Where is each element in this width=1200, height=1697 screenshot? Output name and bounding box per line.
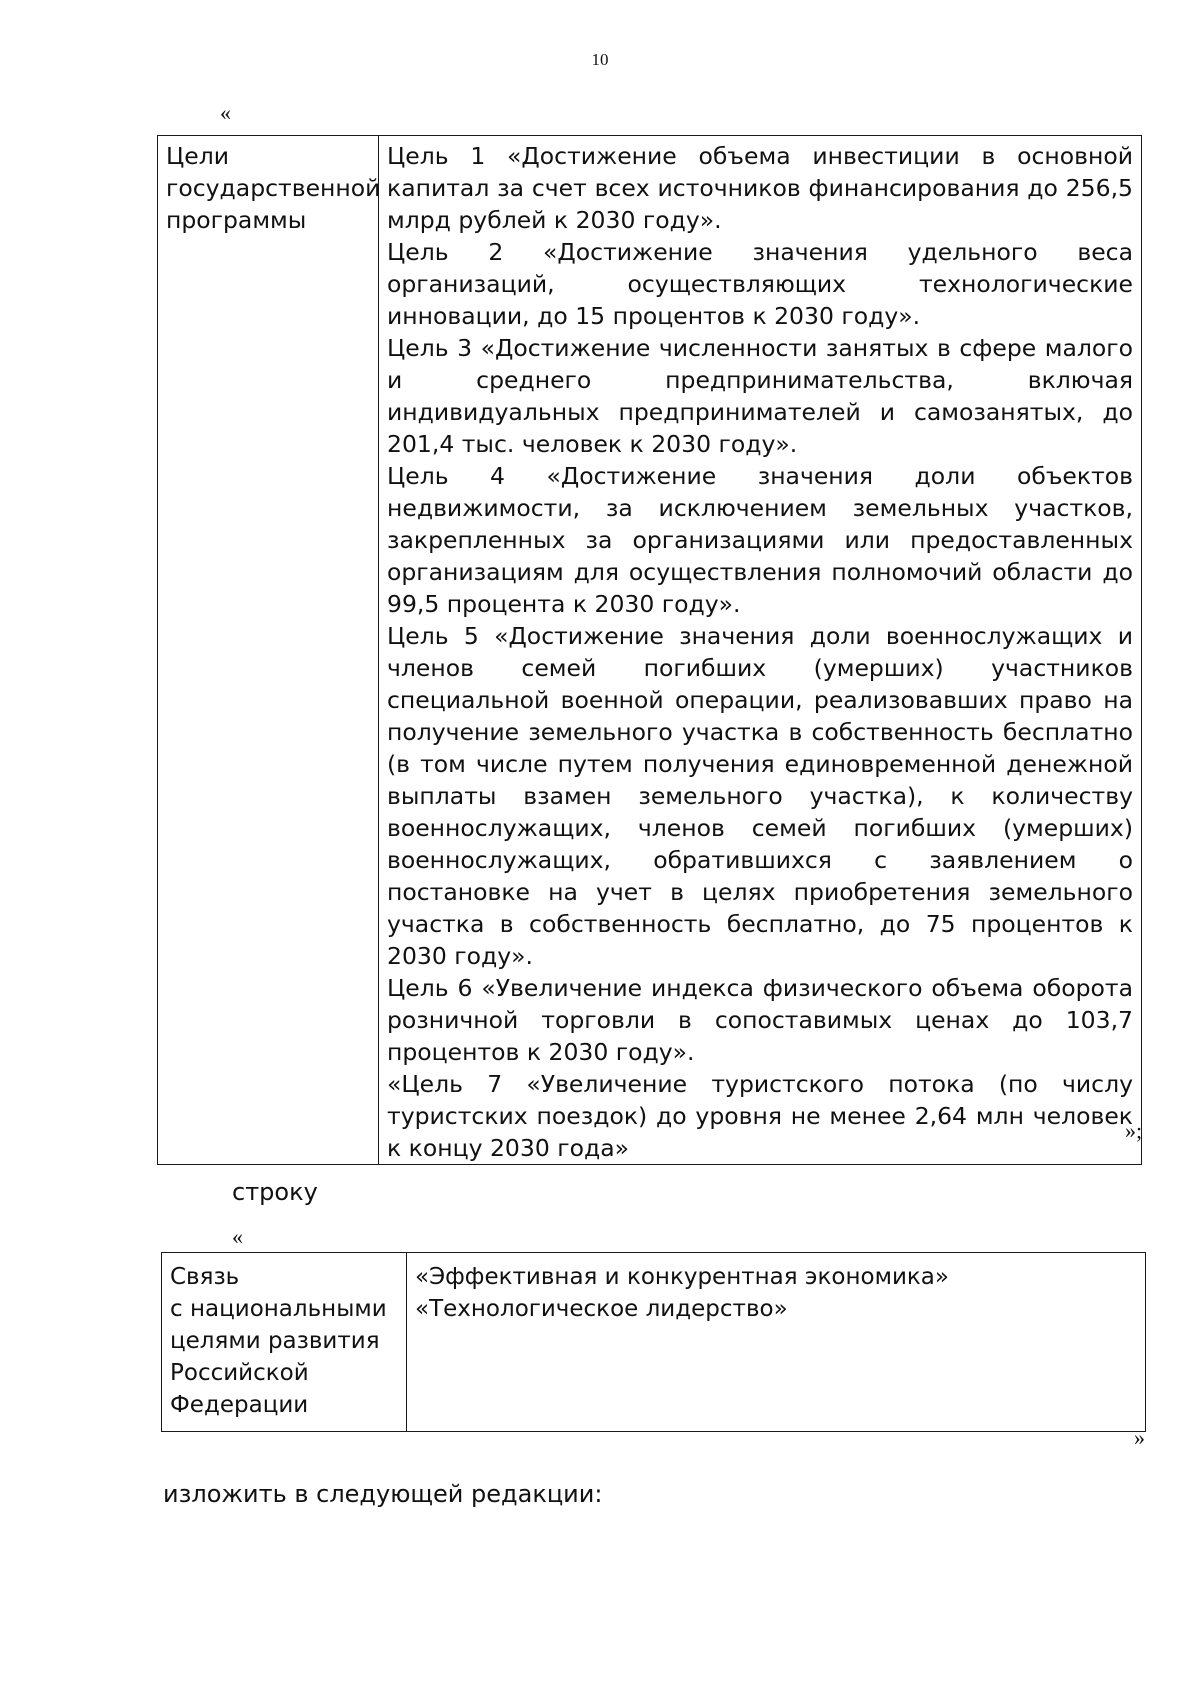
table-row	[158, 136, 1142, 1165]
links-label-line: целями развития	[170, 1328, 380, 1354]
opening-quote-mark: «	[220, 100, 231, 125]
closing-quote-mark: »	[1134, 1425, 1145, 1450]
goal-item: Цель 2 «Достижение значения удельного веса организаций, осуществляющих технологические инновации, до 15 процентов к 2030 году».	[387, 238, 1133, 330]
goal-item: «Цель 7 «Увеличение туристского потока (по числу туристских поездок) до уровня не менее 2,64 млн человек к концу 2030 года»	[387, 1070, 1133, 1162]
program-goals-table	[157, 135, 1142, 1165]
body-text-line: строку	[232, 1178, 318, 1206]
goals-label-line: программы	[166, 206, 307, 234]
links-content-cell	[407, 1253, 1146, 1432]
goal-item: Цель 1 «Достижение объема инвестиции в основной капитал за счет всех источников финансирования до 256,5 млрд рублей к 2030 году».	[387, 142, 1133, 234]
national-goal-item: «Технологическое лидерство»	[415, 1296, 788, 1322]
links-label-line: Федерации	[170, 1392, 309, 1418]
goals-content-cell	[379, 136, 1142, 1165]
table-row	[162, 1253, 1146, 1432]
goals-label-cell	[158, 136, 379, 1165]
closing-quote-mark: »;	[1125, 1118, 1143, 1143]
national-goal-item: «Эффективная и конкурентная экономика»	[415, 1264, 949, 1290]
goal-item: Цель 5 «Достижение значения доли военнослужащих и членов семей погибших (умерших) участников специальной военной операции, реализовавших право на получение земельного участка в собственность бесплатно (в том числе путем получения единовременной денежной выплаты взамен земельного участка), к количеству военнослужащих, членов семей погибших (умерших) военнослужащих, обратившихся с заявлением о постановке на учет в целях приобретения земельного участка в собственность бесплатно, до 75 процентов к 2030 году».	[387, 622, 1133, 970]
links-label-line: Российской	[170, 1360, 309, 1386]
goals-label-line: Цели	[166, 142, 229, 170]
goal-item: Цель 3 «Достижение численности занятых в сфере малого и среднего предпринимательства, включая индивидуальных предпринимателей и самозанятых, до 201,4 тыс. человек к 2030 году».	[387, 334, 1133, 458]
opening-quote-mark: «	[232, 1224, 243, 1249]
national-goals-link-table	[161, 1252, 1146, 1432]
links-label-cell	[162, 1253, 407, 1432]
goals-label-line: государственной	[166, 174, 381, 202]
links-label-line: Связь	[170, 1264, 240, 1290]
page-number: 10	[591, 50, 609, 69]
body-text-line: изложить в следующей редакции:	[163, 1480, 603, 1508]
goal-item: Цель 6 «Увеличение индекса физического объема оборота розничной торговли в сопоставимых ценах до 103,7 процентов к 2030 году».	[387, 974, 1133, 1066]
goal-item: Цель 4 «Достижение значения доли объектов недвижимости, за исключением земельных участков, закрепленных за организациями или предоставленных организациям для осуществления полномочий области до 99,5 процента к 2030 году».	[387, 462, 1133, 618]
links-label-line: с национальными	[170, 1296, 387, 1322]
